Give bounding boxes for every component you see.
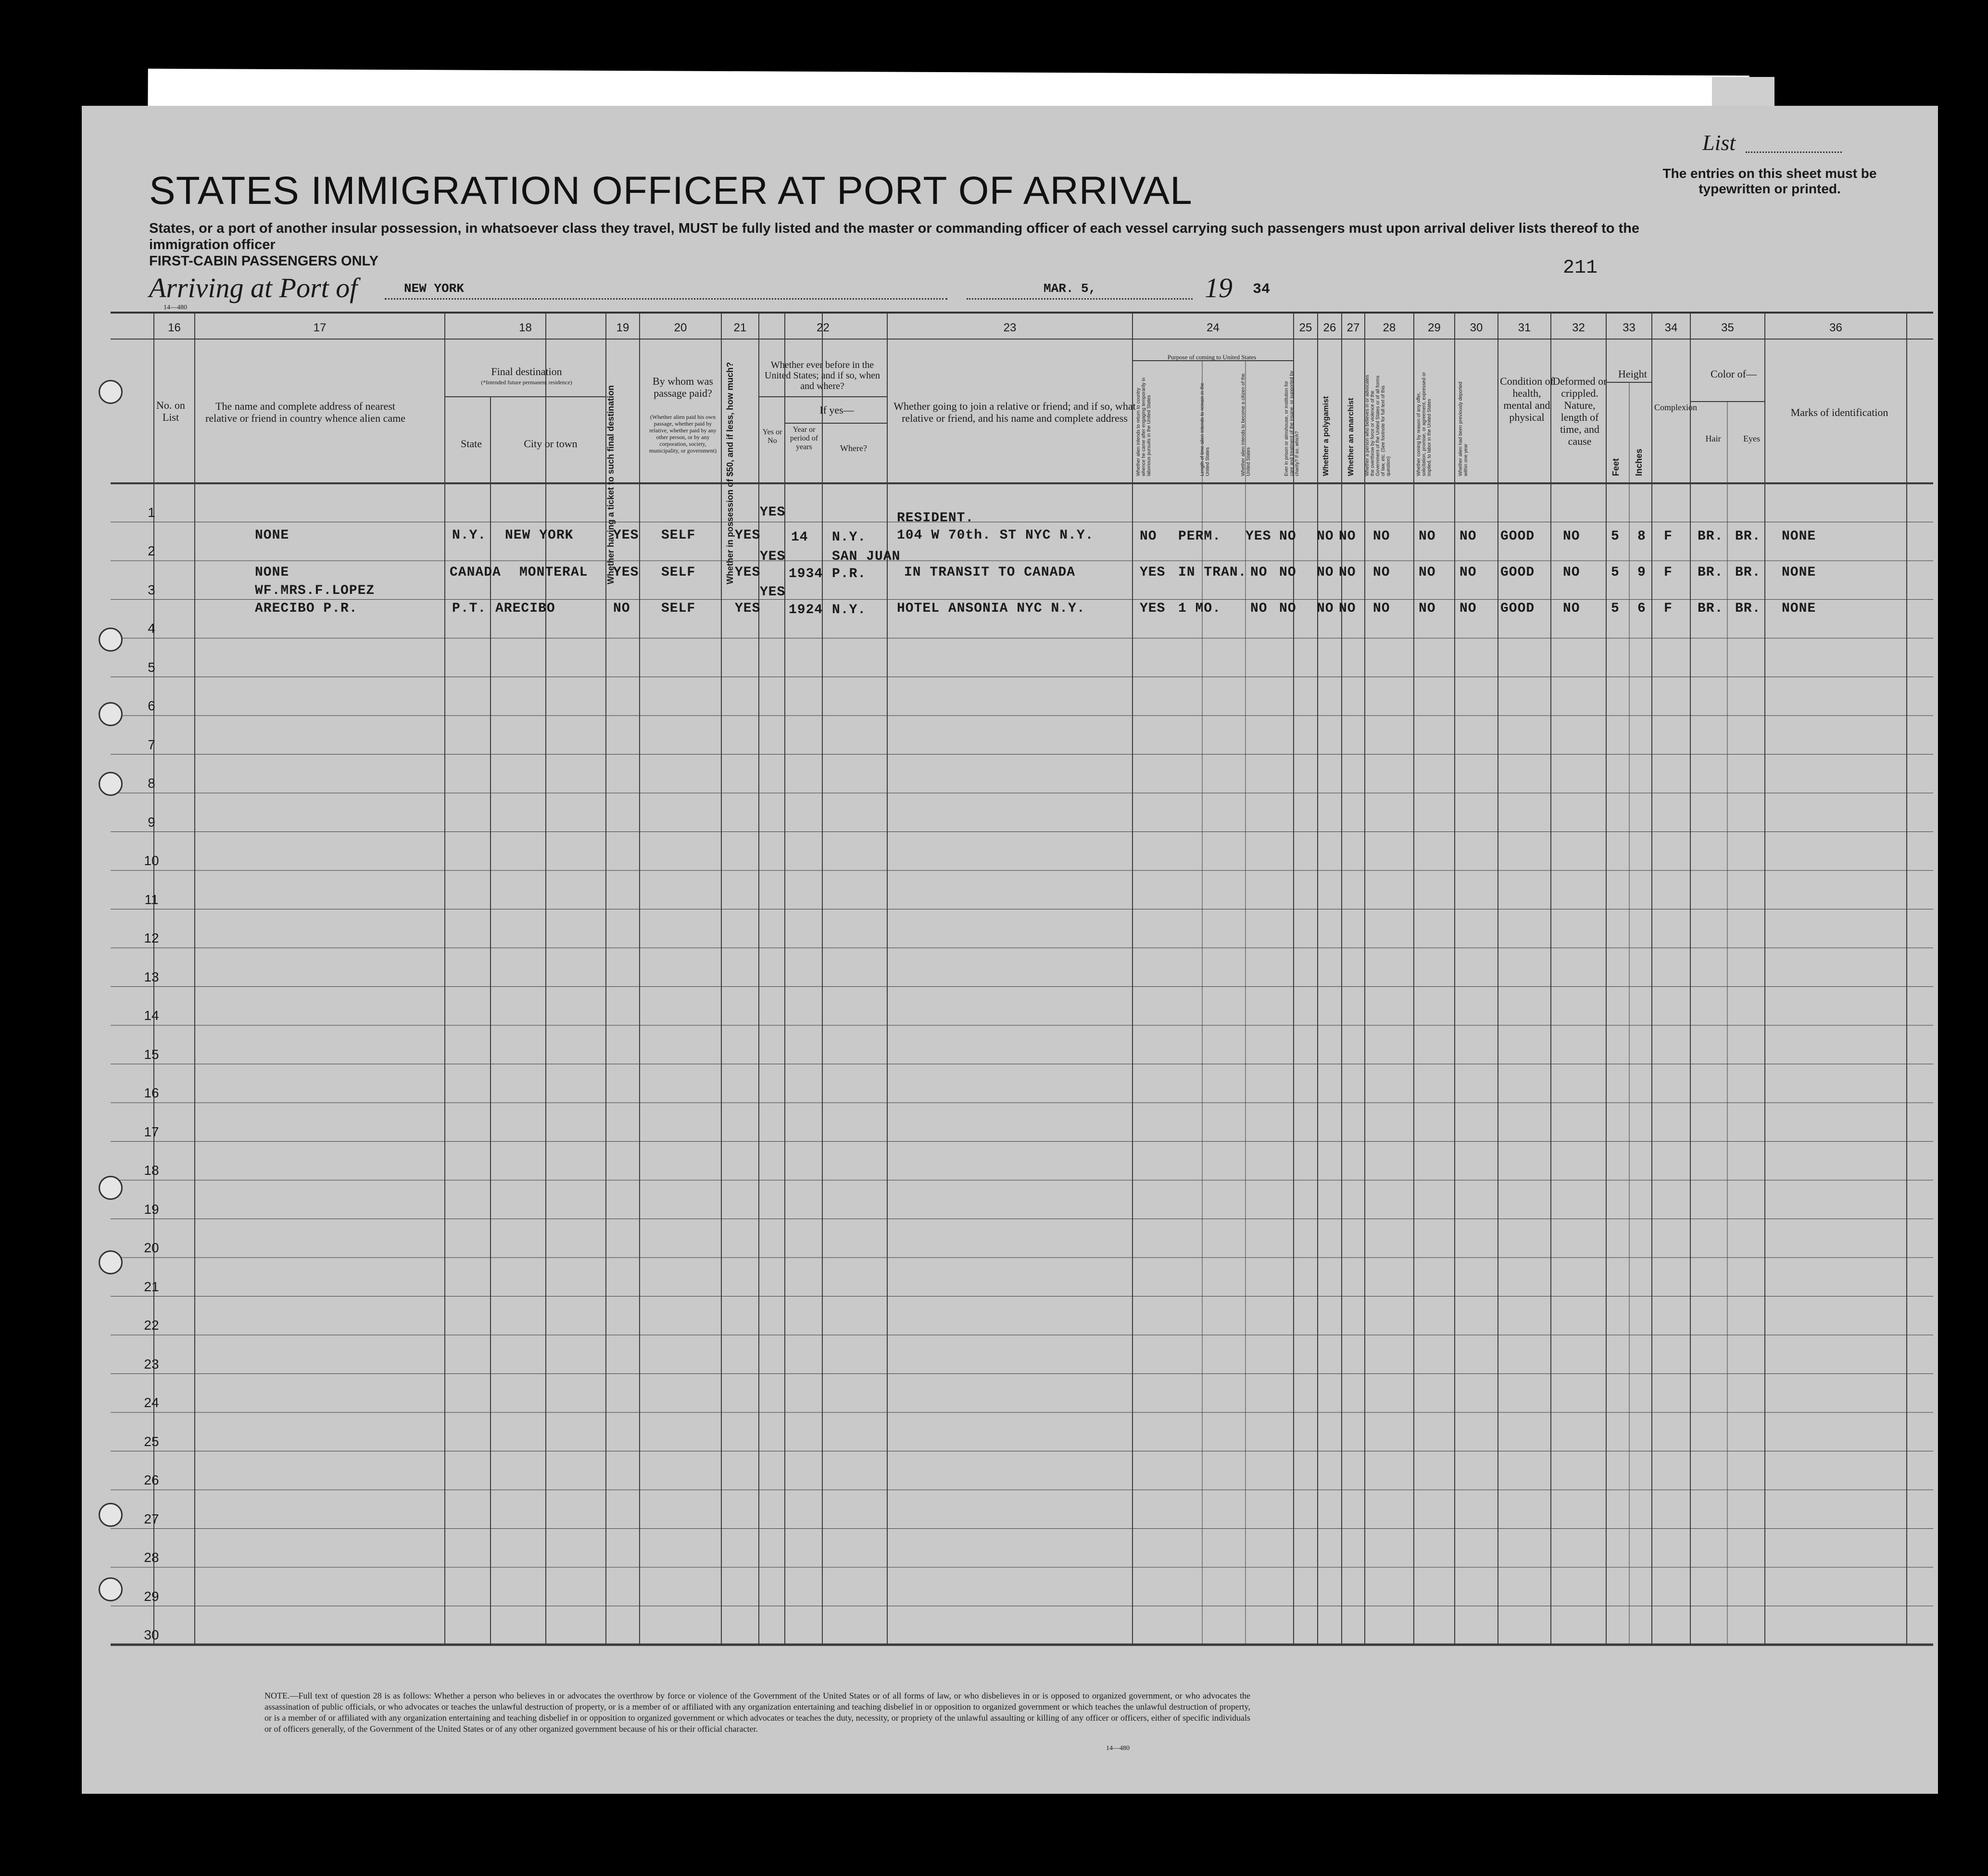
row-number: 15 — [144, 1046, 159, 1062]
column-number: 27 — [1346, 321, 1360, 334]
header-labor-offer: Whether coming by reason of any offer, solicitation, promise, or agreement, expressed or implied, to labor in the United States — [1416, 372, 1432, 476]
typewritten-instruction: The entries on this sheet must be typewritten or printed. — [1662, 166, 1877, 196]
column-number: 34 — [1664, 321, 1678, 334]
header-height: Height — [1618, 368, 1647, 380]
cell-marks: NONE — [1782, 565, 1816, 580]
binder-hole — [99, 702, 123, 726]
header-ever-before: Whether ever before in the United States; and if so, when and where? — [765, 360, 880, 391]
cell-deported: NO — [1460, 565, 1477, 580]
cell-paid: SELF — [661, 528, 696, 543]
header-where: Where? — [840, 443, 867, 453]
column-number: 28 — [1383, 321, 1396, 334]
cell-city: ARECIBO — [495, 601, 555, 616]
cell-offer: NO — [1419, 529, 1436, 544]
row-number: 11 — [144, 892, 159, 907]
row-number: 5 — [148, 659, 155, 675]
cell-year: 14 — [791, 530, 808, 545]
cell-return: YES — [1140, 601, 1166, 616]
cell-paid: SELF — [661, 565, 696, 580]
header-if-yes: If yes— — [819, 404, 854, 416]
cell-prison: NO — [1279, 601, 1296, 616]
header-inches: Inches — [1634, 448, 1644, 476]
arrival-date: MAR. 5, — [1044, 281, 1096, 296]
header-feet: Feet — [1611, 458, 1621, 476]
footer-form-code: 14—480 — [1106, 1745, 1130, 1752]
cell-anarchist: NO — [1339, 601, 1356, 616]
header-purpose: Purpose of coming to United States — [1167, 353, 1257, 361]
binder-hole — [99, 1503, 123, 1527]
cell-before: YES — [760, 505, 786, 520]
header-deformed: Deformed or crippled. Nature, length of time, and cause — [1552, 375, 1607, 447]
cell-inches: 9 — [1637, 565, 1646, 580]
column-number: 29 — [1428, 321, 1441, 334]
header-become-citizen: Whether alien intends to become a citizen of the United States — [1241, 373, 1251, 476]
cell-prison: NO — [1279, 565, 1296, 580]
row-number: 21 — [144, 1279, 159, 1294]
header-no-on-list: No. on List — [156, 399, 185, 423]
cell-ticket: NO — [613, 601, 630, 616]
row-number: 27 — [144, 1511, 159, 1526]
cell-deported: NO — [1460, 601, 1477, 616]
row-number: 24 — [144, 1395, 159, 1410]
row-number: 13 — [144, 969, 159, 984]
cell-length: PERM. — [1178, 529, 1221, 544]
row-number: 14 — [144, 1008, 159, 1023]
arriving-label: Arriving at Port of — [149, 272, 358, 303]
cell-feet: 5 — [1611, 565, 1620, 580]
cell-before: YES — [760, 585, 786, 600]
cell-q28: NO — [1373, 565, 1390, 580]
header-length-of-time: Length of time alien intends to remain in the United States — [1200, 382, 1210, 476]
cell-year: 1934 — [789, 567, 823, 581]
row-number: 6 — [148, 698, 155, 713]
intro-line-2: FIRST-CABIN PASSENGERS ONLY — [149, 253, 378, 269]
form-code: 14—480 — [164, 304, 187, 311]
header-color-of: Color of— — [1711, 368, 1757, 380]
cell-money: YES — [735, 528, 761, 543]
column-number: 26 — [1323, 321, 1336, 334]
cell-eyes: BR. — [1735, 529, 1761, 544]
row-number: 16 — [144, 1085, 159, 1100]
cell-prison: NO — [1279, 529, 1296, 544]
cell-deformed: NO — [1563, 529, 1580, 544]
column-number: 31 — [1518, 321, 1531, 334]
cell-deformed: NO — [1563, 565, 1580, 580]
header-marks: Marks of identification — [1790, 406, 1888, 418]
cell-money: YES — [735, 601, 761, 616]
cell-q28: NO — [1373, 601, 1390, 616]
row-number: 7 — [148, 737, 155, 752]
row-number: 9 — [148, 814, 155, 830]
cell-polygamist: NO — [1317, 529, 1334, 544]
row-number: 4 — [148, 621, 155, 636]
column-number: 22 — [817, 321, 830, 334]
header-state: State — [461, 438, 482, 450]
header-final-destination-note: (*Intended future permanent residence) — [481, 379, 572, 386]
cell-ticket: YES — [613, 565, 639, 580]
cell-join-line2: IN TRANSIT TO CANADA — [904, 565, 1076, 580]
cell-paid: SELF — [661, 601, 696, 616]
cell-q28: NO — [1373, 529, 1390, 544]
cell-ticket: YES — [613, 528, 639, 543]
header-final-destination: Final destination — [491, 365, 562, 378]
column-number: 19 — [616, 321, 629, 334]
header-anarchist: Whether an anarchist — [1347, 398, 1355, 476]
cell-where: N.Y. — [832, 530, 867, 545]
header-ticket: Whether having a ticket to such final destination — [606, 385, 616, 584]
cell-anarchist: NO — [1339, 529, 1356, 544]
cell-polygamist: NO — [1317, 565, 1334, 580]
header-deported: Whether alien had been previously deported within one year — [1458, 381, 1469, 476]
cell-year: 1924 — [789, 603, 823, 617]
cell-where: N.Y. — [832, 603, 867, 617]
year-prefix: 19 — [1205, 272, 1233, 303]
cell-return: NO — [1140, 529, 1157, 544]
cell-city: NEW YORK — [505, 528, 574, 543]
row-number: 10 — [144, 853, 159, 868]
row-number: 28 — [144, 1550, 159, 1565]
binder-hole — [99, 1577, 123, 1601]
column-number: 23 — [1003, 321, 1017, 334]
cell-inches: 8 — [1637, 529, 1646, 544]
header-passage-paid: By whom was passage paid? — [653, 375, 713, 399]
cell-state: N.Y. — [452, 528, 487, 543]
header-fifty-dollars: Whether in possession of $50, and if less, how much? — [725, 362, 735, 584]
row-number: 22 — [144, 1318, 159, 1333]
cell-citizen: YES — [1246, 529, 1271, 544]
cell-hair: BR. — [1698, 529, 1724, 544]
row-number: 17 — [144, 1124, 159, 1139]
manifest-sheet — [82, 106, 1938, 1794]
cell-return: YES — [1140, 565, 1166, 580]
row-number: 1 — [148, 504, 155, 520]
header-health: Condition of health, mental and physical — [1500, 375, 1554, 423]
header-passage-note: (Whether alien paid his own passage, whether paid by relative, whether paid by any other person, or by any corporation, society, municipality, or government) — [649, 414, 717, 454]
row-number: 23 — [144, 1356, 159, 1372]
row-number: 3 — [148, 582, 155, 597]
header-complexion: Complexion — [1654, 403, 1697, 412]
cell-marks: NONE — [1782, 601, 1816, 616]
cell-inches: 6 — [1637, 601, 1646, 616]
cell-feet: 5 — [1611, 601, 1620, 616]
manifest-grid — [82, 106, 1938, 1794]
column-number: 21 — [733, 321, 747, 334]
footnote-question-28: NOTE.—Full text of question 28 is as follows: Whether a person who believes in or advocates the overthrow by force or violence of the Government of the United States or of all forms of law, or who disbelieves in or is opposed to organized government, or who advocates the assassination of public officials, or who advocates or teaches the unlawful destruction of property, or is a member of or affiliated with any organization entertaining and teaching disbelief in or opposition to organized government or which teaches the unlawful destruction of property, or is a member of or affiliated with any organization entertaining and teaching disbelief in or opposition to organized government or which advocates or teaches the duty, necessity, or propriety of the unlawful assaulting or killing of any officer or officers, either of specific individuals or of officers generally, of the Government of the United States or of any other organized government because of his or their official character. — [264, 1691, 1250, 1734]
row-number: 20 — [144, 1240, 159, 1255]
column-number: 33 — [1623, 321, 1636, 334]
column-number: 35 — [1721, 321, 1734, 334]
row-number: 29 — [144, 1588, 159, 1604]
cell-relative: NONE — [255, 528, 289, 543]
cell-hair: BR. — [1698, 565, 1724, 580]
cell-complexion: F — [1664, 601, 1673, 616]
cell-join-line2: 104 W 70th. ST NYC N.Y. — [897, 528, 1094, 543]
column-number: 32 — [1572, 321, 1585, 334]
port-value: NEW YORK — [404, 281, 464, 296]
header-intends-return: Whether alien intends to return to country whence he came after engaging temporarily in laborious pursuits in the United States — [1136, 377, 1152, 476]
cell-health: GOOD — [1500, 601, 1535, 616]
binder-hole — [99, 380, 123, 404]
cell-citizen: NO — [1250, 601, 1268, 616]
header-yes-no: Yes or No — [762, 428, 782, 445]
column-number: 25 — [1299, 321, 1312, 334]
cell-health: GOOD — [1500, 565, 1535, 580]
cell-citizen: NO — [1250, 565, 1268, 580]
cell-join-line2: HOTEL ANSONIA NYC N.Y. — [897, 601, 1085, 616]
cell-polygamist: NO — [1317, 601, 1334, 616]
header-join-relative: Whether going to join a relative or friend; and if so, what relative or friend, and his name and complete address — [893, 400, 1136, 424]
cell-hair: BR. — [1698, 601, 1724, 616]
cell-health: GOOD — [1500, 529, 1535, 544]
form-title: STATES IMMIGRATION OFFICER AT PORT OF ARRIVAL — [149, 169, 1193, 213]
header-polygamist: Whether a polygamist — [1322, 396, 1330, 476]
header-eyes: Eyes — [1743, 434, 1760, 443]
cell-offer: NO — [1419, 565, 1436, 580]
cell-feet: 5 — [1611, 529, 1620, 544]
row-number: 12 — [144, 931, 159, 945]
row-number: 26 — [144, 1473, 159, 1487]
row-number: 2 — [148, 543, 155, 558]
column-number: 16 — [168, 321, 181, 334]
column-number: 20 — [674, 321, 687, 334]
intro-line-1: States, or a port of another insular possession, in whatsoever class they travel, MUST be fully listed and the master or commanding officer of each vessel carrying such passengers must upon arrival deliver lists thereof to the immigration officer — [149, 221, 1640, 252]
cell-eyes: BR. — [1735, 565, 1761, 580]
column-number: 18 — [519, 321, 532, 334]
cell-money: YES — [735, 565, 761, 580]
cell-join-line1: RESIDENT. — [897, 511, 974, 526]
row-number: 30 — [144, 1627, 159, 1642]
cell-relative: ARECIBO P.R. — [255, 601, 358, 616]
cell-complexion: F — [1664, 565, 1673, 580]
cell-deformed: NO — [1563, 601, 1580, 616]
header-year-period: Year or period of years — [790, 426, 818, 451]
cell-complexion: F — [1664, 529, 1673, 544]
column-number: 24 — [1207, 321, 1220, 334]
cell-where-above: SAN JUAN — [832, 549, 901, 564]
row-number: 25 — [144, 1434, 159, 1449]
cell-relative-line1: WF.MRS.F.LOPEZ — [255, 583, 375, 598]
binder-hole — [99, 772, 123, 796]
header-prison: Ever in prison or almshouse, or institution for care and treatment of the insane, or supported by charity? If so, which? — [1284, 370, 1300, 476]
cell-state: P.T. — [452, 601, 487, 616]
cell-offer: NO — [1419, 601, 1436, 616]
cell-length: IN TRAN. — [1178, 565, 1247, 580]
row-number: 19 — [144, 1201, 159, 1217]
cell-deported: NO — [1460, 529, 1477, 544]
list-label: List — [1702, 130, 1736, 155]
year-suffix: 34 — [1253, 281, 1271, 298]
header-nearest-relative: The name and complete address of nearest relative or friend in country whence alien came — [205, 400, 405, 424]
column-number: 36 — [1829, 321, 1842, 334]
column-number: 17 — [313, 321, 327, 334]
cell-city: MONTERAL — [519, 565, 588, 580]
cell-relative: NONE — [255, 565, 289, 580]
row-number: 8 — [148, 776, 155, 791]
list-number: 211 — [1563, 257, 1598, 279]
cell-eyes: BR. — [1735, 601, 1761, 616]
cell-before: YES — [760, 549, 786, 564]
binder-hole — [99, 1250, 123, 1274]
cell-marks: NONE — [1782, 529, 1816, 544]
binder-hole — [99, 628, 123, 652]
row-number: 18 — [144, 1163, 159, 1178]
cell-where: P.R. — [832, 567, 867, 581]
cell-anarchist: NO — [1339, 565, 1356, 580]
cell-length: 1 MO. — [1178, 601, 1221, 616]
header-question-28: Whether a person who believes in or advocates the overthrow by force or violence of the Government of the United States or of all forms of law, etc. (See footnote for full text of this question) — [1365, 375, 1391, 476]
column-number: 30 — [1470, 321, 1483, 334]
header-city: City or town — [524, 438, 578, 450]
binder-hole — [99, 1176, 123, 1200]
header-hair: Hair — [1705, 434, 1721, 443]
cell-state: CANADA — [450, 565, 501, 580]
